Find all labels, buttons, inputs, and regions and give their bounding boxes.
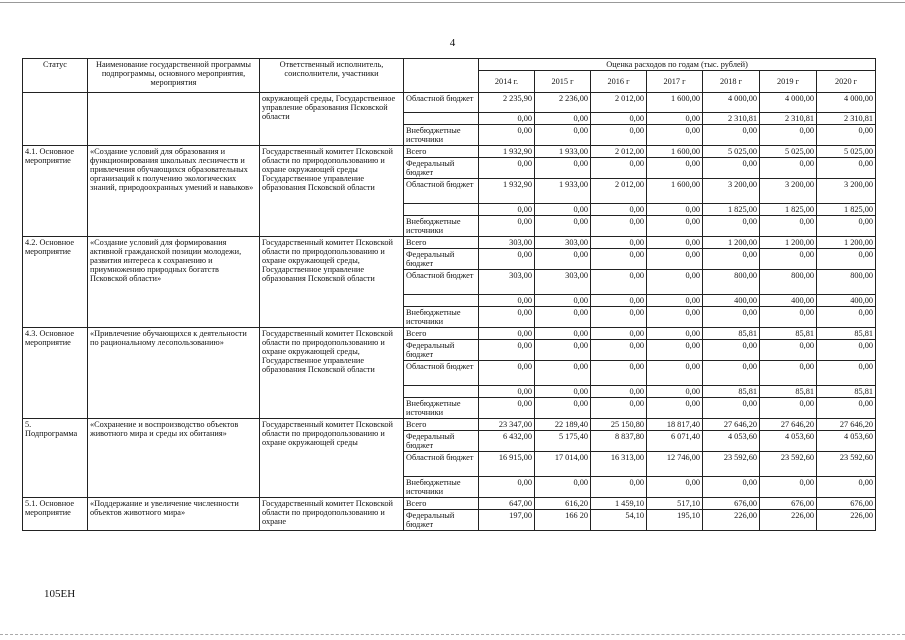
cell-value: 303,00 (479, 237, 535, 249)
cell-value: 1 200,00 (703, 237, 760, 249)
cell-value: 17 014,00 (535, 452, 591, 477)
table-row (23, 93, 876, 113)
cell-source: Областной бюджет (404, 179, 479, 204)
cell-value: 197,00 (479, 510, 535, 531)
cell-value: 3 200,00 (703, 179, 760, 204)
cell-value: 0,00 (760, 307, 817, 328)
cell-source (404, 204, 479, 216)
cell-value: 0,00 (535, 386, 591, 398)
cell-value: 1 825,00 (817, 204, 876, 216)
cell-value: 226,00 (760, 510, 817, 531)
cell-value: 16 915,00 (479, 452, 535, 477)
table-row (23, 419, 876, 431)
cell-value: 517,10 (647, 498, 703, 510)
cell-value: 0,00 (479, 249, 535, 270)
cell-value: 4 053,60 (703, 431, 760, 452)
cell-value: 0,00 (647, 158, 703, 179)
cell-value: 400,00 (817, 295, 876, 307)
cell-value: 0,00 (703, 398, 760, 419)
cell-value: 0,00 (760, 125, 817, 146)
cell-value: 1 600,00 (647, 93, 703, 113)
page-number: 4 (449, 37, 456, 49)
table-row (23, 328, 876, 340)
cell-value: 0,00 (760, 158, 817, 179)
cell-source: Внебюджетные источники (404, 307, 479, 328)
cell-value: 27 646,20 (703, 419, 760, 431)
cell-value: 0,00 (591, 158, 647, 179)
cell-value: 0,00 (817, 340, 876, 361)
cell-value: 0,00 (647, 216, 703, 237)
cell-value: 0,00 (479, 328, 535, 340)
cell-value: 647,00 (479, 498, 535, 510)
cell-value: 2 235,90 (479, 93, 535, 113)
cell-executor: Государственный комитет Псковской области по природопользованию и охране окружающей среды Государственное управление образования Псковской области (260, 146, 404, 237)
cell-value: 0,00 (760, 477, 817, 498)
cell-value: 0,00 (535, 249, 591, 270)
cell-value: 3 200,00 (817, 179, 876, 204)
cell-value: 0,00 (591, 361, 647, 386)
cell-value: 0,00 (760, 398, 817, 419)
cell-executor: Государственный комитет Псковской области по природопользованию и охране окружающей среды (260, 419, 404, 498)
cell-value: 1 825,00 (703, 204, 760, 216)
cell-value: 195,10 (647, 510, 703, 531)
cell-value: 85,81 (760, 328, 817, 340)
cell-value: 0,00 (535, 307, 591, 328)
cell-value: 1 825,00 (760, 204, 817, 216)
cell-value: 2 310,81 (760, 113, 817, 125)
cell-value: 0,00 (817, 249, 876, 270)
cell-value: 0,00 (647, 270, 703, 295)
cell-value: 0,00 (817, 158, 876, 179)
cell-source: Всего (404, 328, 479, 340)
cell-value: 0,00 (479, 340, 535, 361)
cell-source: Всего (404, 237, 479, 249)
cell-value: 2 012,00 (591, 146, 647, 158)
cell-value: 0,00 (760, 340, 817, 361)
cell-value: 676,00 (817, 498, 876, 510)
cell-value: 0,00 (703, 158, 760, 179)
cell-value: 0,00 (479, 398, 535, 419)
cell-value: 85,81 (703, 386, 760, 398)
cell-value: 0,00 (703, 125, 760, 146)
cell-executor: Государственный комитет Псковской области по природопользованию и охране окружающей среды, Государственное управление образования Псковской области (260, 237, 404, 328)
header-year: 2015 г (535, 71, 591, 93)
cell-value: 0,00 (479, 204, 535, 216)
cell-source: Внебюджетные источники (404, 216, 479, 237)
table-row (23, 146, 876, 158)
cell-source: Областной бюджет (404, 93, 479, 113)
cell-value: 166 20 (535, 510, 591, 531)
cell-value: 4 000,00 (817, 93, 876, 113)
cell-value: 0,00 (760, 249, 817, 270)
cell-value: 0,00 (535, 295, 591, 307)
cell-source: Федеральный бюджет (404, 510, 479, 531)
cell-executor: окружающей среды, Государственное управление образования Псковской области (260, 93, 404, 146)
header-source (404, 59, 479, 93)
cell-value: 303,00 (535, 237, 591, 249)
cell-value: 4 053,60 (817, 431, 876, 452)
cell-executor: Государственный комитет Псковской области по природопользованию и охране (260, 498, 404, 531)
cell-value: 0,00 (591, 340, 647, 361)
cell-value: 0,00 (591, 113, 647, 125)
cell-value: 0,00 (703, 477, 760, 498)
cell-value: 0,00 (647, 237, 703, 249)
cell-value: 27 646,20 (760, 419, 817, 431)
cell-value: 0,00 (535, 204, 591, 216)
cell-value: 0,00 (817, 477, 876, 498)
cell-source: Областной бюджет (404, 270, 479, 295)
cell-value: 2 310,81 (703, 113, 760, 125)
cell-value: 0,00 (817, 361, 876, 386)
cell-value: 0,00 (479, 295, 535, 307)
cell-status: 4.1. Основное мероприятие (23, 146, 88, 237)
cell-source: Федеральный бюджет (404, 158, 479, 179)
cell-value: 4 053,60 (760, 431, 817, 452)
cell-value: 85,81 (817, 386, 876, 398)
cell-value: 2 236,00 (535, 93, 591, 113)
cell-value: 2 012,00 (591, 179, 647, 204)
cell-source: Внебюджетные источники (404, 477, 479, 498)
cell-value: 0,00 (535, 113, 591, 125)
cell-value: 0,00 (647, 386, 703, 398)
cell-source: Всего (404, 146, 479, 158)
cell-status: 5. Подпрограмма (23, 419, 88, 498)
cell-source: Областной бюджет (404, 361, 479, 386)
cell-value: 0,00 (591, 270, 647, 295)
cell-value: 18 817,40 (647, 419, 703, 431)
cell-value: 0,00 (535, 216, 591, 237)
cell-value: 0,00 (647, 113, 703, 125)
cell-value: 0,00 (817, 307, 876, 328)
cell-value: 0,00 (647, 398, 703, 419)
cell-value: 0,00 (479, 361, 535, 386)
cell-name: «Привлечение обучающихся к деятельности по рациональному лесопользованию» (88, 328, 260, 419)
header-year: 2020 г (817, 71, 876, 93)
cell-value: 27 646,20 (817, 419, 876, 431)
cell-value: 0,00 (647, 328, 703, 340)
table-row (23, 498, 876, 510)
cell-name: «Поддержание и увеличение численности объектов животного мира» (88, 498, 260, 531)
cell-value: 23 592,60 (760, 452, 817, 477)
cell-source (404, 386, 479, 398)
cell-value: 303,00 (479, 270, 535, 295)
cell-source (404, 295, 479, 307)
header-year: 2014 г. (479, 71, 535, 93)
cell-value: 800,00 (703, 270, 760, 295)
header-estimate: Оценка расходов по годам (тыс. рублей) (479, 59, 876, 71)
cell-value: 0,00 (591, 398, 647, 419)
cell-value: 0,00 (535, 340, 591, 361)
cell-value: 6 071,40 (647, 431, 703, 452)
cell-value: 303,00 (535, 270, 591, 295)
header-executor: Ответственный исполнитель, соисполнители, участники (260, 59, 404, 93)
cell-source: Областной бюджет (404, 452, 479, 477)
cell-value: 85,81 (703, 328, 760, 340)
cell-value: 0,00 (591, 328, 647, 340)
cell-value: 226,00 (703, 510, 760, 531)
cell-value: 1 200,00 (817, 237, 876, 249)
cell-name: «Сохранение и воспроизводство объектов животного мира и среды их обитания» (88, 419, 260, 498)
cell-value: 0,00 (535, 125, 591, 146)
cell-value: 800,00 (817, 270, 876, 295)
cell-source: Федеральный бюджет (404, 340, 479, 361)
cell-value: 226,00 (817, 510, 876, 531)
cell-status: 5.1. Основное мероприятие (23, 498, 88, 531)
cell-value: 676,00 (703, 498, 760, 510)
cell-value: 22 189,40 (535, 419, 591, 431)
cell-value: 2 012,00 (591, 93, 647, 113)
cell-value: 0,00 (647, 361, 703, 386)
cell-value: 1 933,00 (535, 179, 591, 204)
cell-name: «Создание условий для формирования активной гражданской позиции молодежи, развития интереса к сохранению и приумножению природных богатств Псковской области» (88, 237, 260, 328)
cell-value: 0,00 (591, 307, 647, 328)
cell-value: 2 310,81 (817, 113, 876, 125)
cell-value: 0,00 (591, 386, 647, 398)
cell-value: 0,00 (479, 113, 535, 125)
bottom-rule (0, 634, 905, 635)
cell-value: 0,00 (535, 398, 591, 419)
cell-value: 0,00 (647, 249, 703, 270)
cell-value: 0,00 (703, 249, 760, 270)
header-year: 2016 г (591, 71, 647, 93)
cell-value: 4 000,00 (703, 93, 760, 113)
cell-value: 800,00 (760, 270, 817, 295)
cell-executor: Государственный комитет Псковской области по природопользованию и охране окружающей среды, Государственное управление образования Псковской области (260, 328, 404, 419)
cell-value: 23 592,60 (817, 452, 876, 477)
cell-status: 4.3. Основное мероприятие (23, 328, 88, 419)
cell-source: Внебюджетные источники (404, 125, 479, 146)
header-year: 2019 г (760, 71, 817, 93)
cell-value: 1 600,00 (647, 146, 703, 158)
cell-value: 4 000,00 (760, 93, 817, 113)
cell-source: Внебюджетные источники (404, 398, 479, 419)
cell-value: 5 025,00 (760, 146, 817, 158)
cell-value: 25 150,80 (591, 419, 647, 431)
cell-value: 0,00 (591, 249, 647, 270)
table-body (23, 93, 876, 531)
cell-value: 0,00 (760, 361, 817, 386)
cell-value: 0,00 (703, 307, 760, 328)
cell-value: 0,00 (591, 295, 647, 307)
cell-value: 0,00 (817, 216, 876, 237)
cell-value: 0,00 (817, 398, 876, 419)
cell-value: 0,00 (535, 328, 591, 340)
cell-value: 0,00 (479, 386, 535, 398)
cell-value: 0,00 (591, 204, 647, 216)
cell-value: 0,00 (479, 216, 535, 237)
cell-value: 23 347,00 (479, 419, 535, 431)
cell-source: Всего (404, 419, 479, 431)
cell-value: 0,00 (647, 204, 703, 216)
cell-value: 676,00 (760, 498, 817, 510)
cell-value: 0,00 (703, 340, 760, 361)
cell-value: 54,10 (591, 510, 647, 531)
cell-source (404, 113, 479, 125)
cell-value: 85,81 (760, 386, 817, 398)
cell-value: 0,00 (647, 477, 703, 498)
header-status: Статус (23, 59, 88, 93)
cell-source: Федеральный бюджет (404, 431, 479, 452)
header-year: 2018 г (703, 71, 760, 93)
cell-value: 400,00 (703, 295, 760, 307)
cell-value: 0,00 (647, 340, 703, 361)
cell-value: 8 837,80 (591, 431, 647, 452)
cell-value: 1 459,10 (591, 498, 647, 510)
cell-value: 0,00 (703, 361, 760, 386)
cell-value: 1 933,00 (535, 146, 591, 158)
cell-value: 16 313,00 (591, 452, 647, 477)
top-rule (0, 2, 905, 3)
cell-status: 4.2. Основное мероприятие (23, 237, 88, 328)
cell-value: 0,00 (479, 477, 535, 498)
cell-value: 0,00 (591, 125, 647, 146)
cell-value: 0,00 (591, 216, 647, 237)
cell-value: 0,00 (535, 158, 591, 179)
cell-value: 5 175,40 (535, 431, 591, 452)
cell-value: 0,00 (647, 307, 703, 328)
cell-value: 1 200,00 (760, 237, 817, 249)
cell-value: 400,00 (760, 295, 817, 307)
cell-value: 0,00 (479, 158, 535, 179)
cell-value: 0,00 (760, 216, 817, 237)
cell-value: 85,81 (817, 328, 876, 340)
cell-source: Всего (404, 498, 479, 510)
cell-value: 5 025,00 (817, 146, 876, 158)
cell-value: 0,00 (647, 295, 703, 307)
cell-value: 0,00 (703, 216, 760, 237)
cell-value: 3 200,00 (760, 179, 817, 204)
cell-value: 616,20 (535, 498, 591, 510)
cell-value: 12 746,00 (647, 452, 703, 477)
cell-value: 5 025,00 (703, 146, 760, 158)
cell-value: 0,00 (817, 125, 876, 146)
cell-value: 0,00 (591, 477, 647, 498)
cell-status (23, 93, 88, 146)
table-row (23, 237, 876, 249)
header-name: Наименование государственной программы подпрограммы, основного мероприятия, мероприятия (88, 59, 260, 93)
cell-value: 6 432,00 (479, 431, 535, 452)
cell-value: 0,00 (535, 361, 591, 386)
cell-value: 0,00 (535, 477, 591, 498)
header-year: 2017 г (647, 71, 703, 93)
cell-value: 0,00 (591, 237, 647, 249)
cell-value: 1 932,90 (479, 179, 535, 204)
cell-value: 23 592,60 (703, 452, 760, 477)
cell-name (88, 93, 260, 146)
cell-name: «Создание условий для образования и функционирования школьных лесничеств и привлечения обучающихся образовательных организаций к получению экологических знаний, природоохранных умений и навыков» (88, 146, 260, 237)
cell-value: 0,00 (479, 125, 535, 146)
footer-code: 105ЕН (44, 588, 76, 600)
table-header (23, 59, 876, 93)
cell-source: Федеральный бюджет (404, 249, 479, 270)
cell-value: 1 600,00 (647, 179, 703, 204)
cell-value: 1 932,90 (479, 146, 535, 158)
cell-value: 0,00 (647, 125, 703, 146)
budget-table (22, 58, 876, 531)
cell-value: 0,00 (479, 307, 535, 328)
